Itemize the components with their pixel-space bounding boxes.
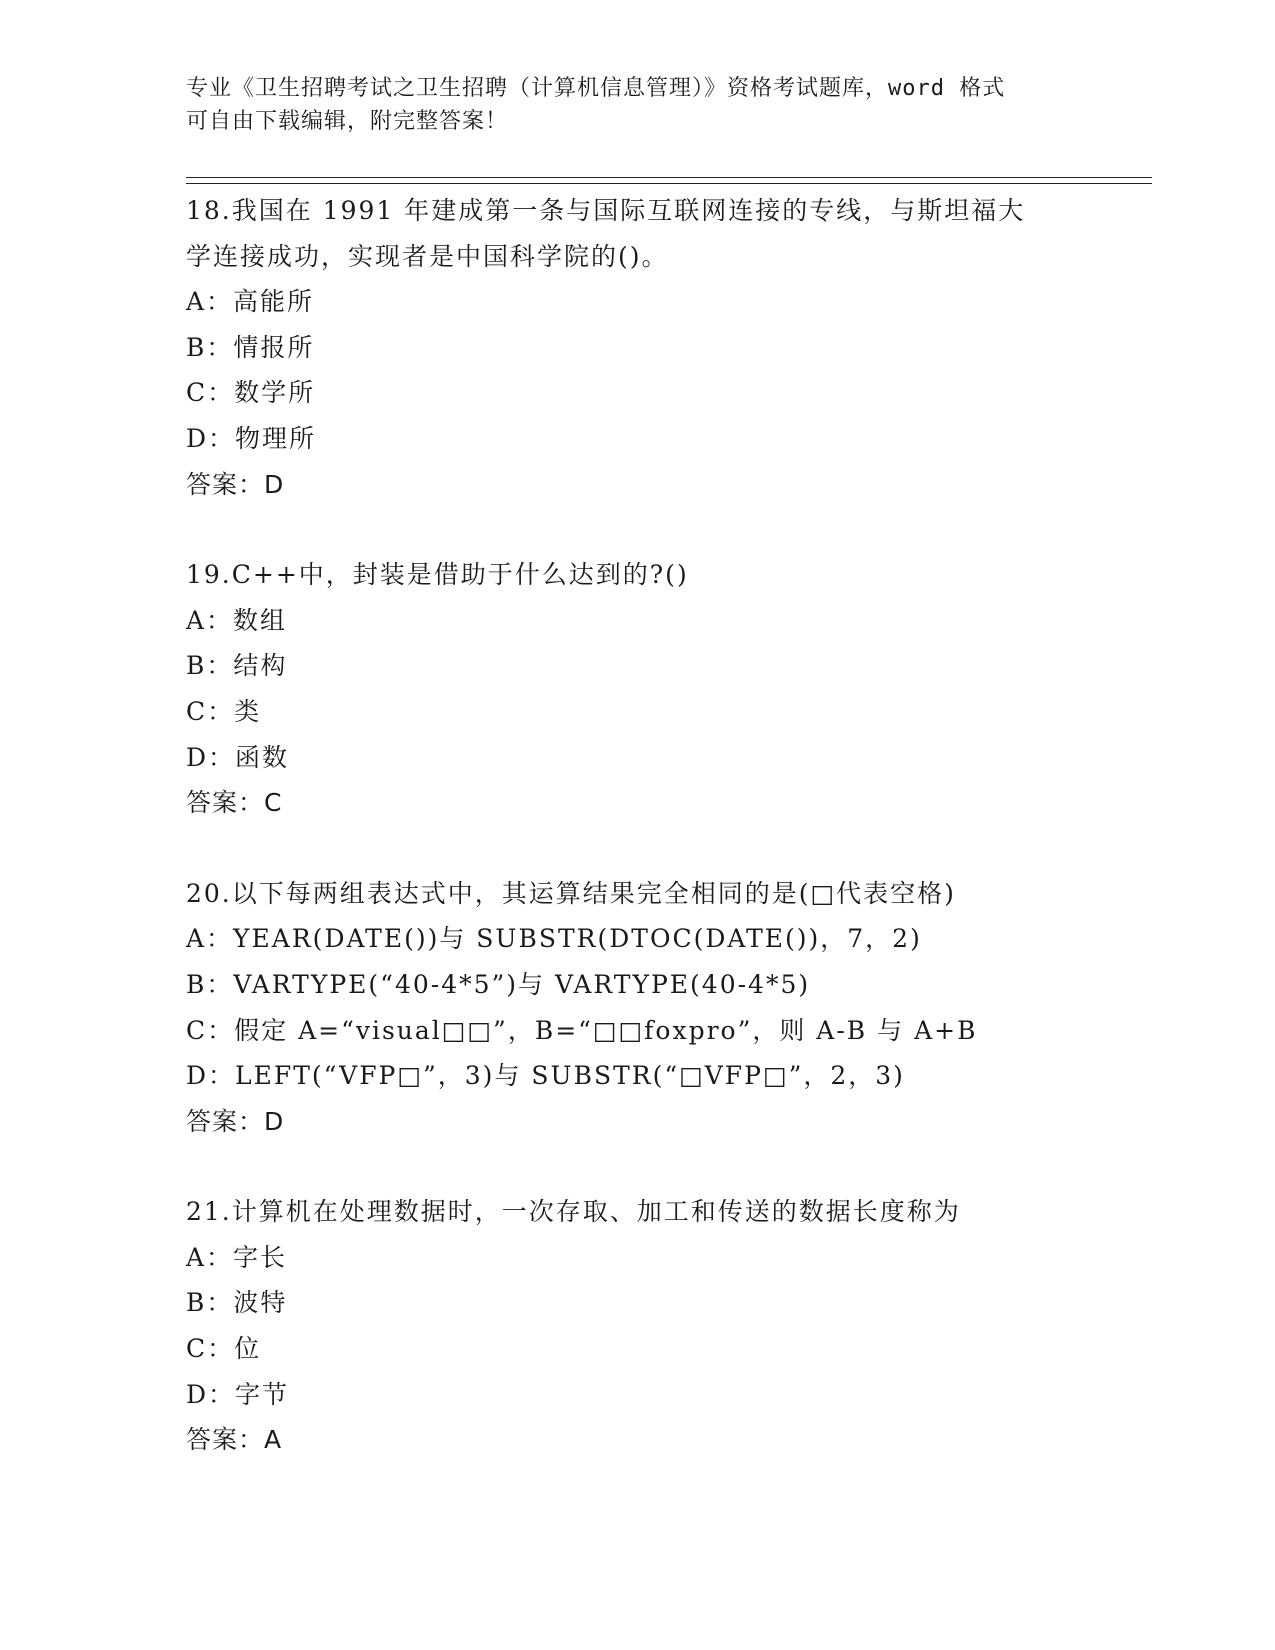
option-d: D：函数 [186,742,290,772]
question-18 [186,188,1086,507]
option-b: B：波特 [186,1288,288,1318]
question-21 [186,1189,1086,1463]
option-b: B：情报所 [186,332,315,362]
option-a: A：高能所 [186,287,315,317]
question-list [186,188,1086,1508]
header-line-1: 专业《卫生招聘考试之卫生招聘（计算机信息管理）》资格考试题库，word 格式 [186,76,1006,101]
header-divider-bottom [186,183,1152,184]
option-c: C：假定 A=“visual□□”，B=“□□foxpro”，则 A-B 与 A+B [186,1015,978,1045]
option-a: A：字长 [186,1242,288,1272]
question-text-line: 20.以下每两组表达式中，其运算结果完全相同的是(□代表空格) [186,878,956,908]
answer-line: 答案：D [186,469,285,499]
header-line-2: 可自由下载编辑，附完整答案！ [186,109,509,134]
question-19 [186,552,1086,826]
option-d: D：字节 [186,1379,290,1409]
question-text-line: 18.我国在 1991 年建成第一条与国际互联网连接的专线，与斯坦福大 [186,196,1026,225]
question-text-line: 21.计算机在处理数据时，一次存取、加工和传送的数据长度称为 [186,1197,961,1227]
option-b: B：VARTYPE(“40-4*5”)与 VARTYPE(40-4*5) [186,969,811,999]
option-c: C：数学所 [186,378,316,408]
option-b: B：结构 [186,651,288,681]
option-a: A：数组 [186,605,288,635]
document-header [186,72,1086,138]
option-d: D：物理所 [186,423,317,453]
option-d: D：LEFT(“VFP□”，3)与 SUBSTR(“□VFP□”，2，3) [186,1061,905,1091]
option-c: C：类 [186,696,262,726]
question-20 [186,871,1086,1145]
question-text-line: 学连接成功，实现者是中国科学院的()。 [186,241,669,271]
answer-line: 答案：D [186,1106,285,1136]
answer-line: 答案：A [186,1425,283,1455]
option-a: A：YEAR(DATE())与 SUBSTR(DTOC(DATE())，7，2) [186,924,922,954]
header-divider-top [186,177,1152,178]
question-text-line: 19.C++中，封装是借助于什么达到的?() [186,560,689,590]
option-c: C：位 [186,1334,262,1364]
answer-line: 答案：C [186,788,283,818]
